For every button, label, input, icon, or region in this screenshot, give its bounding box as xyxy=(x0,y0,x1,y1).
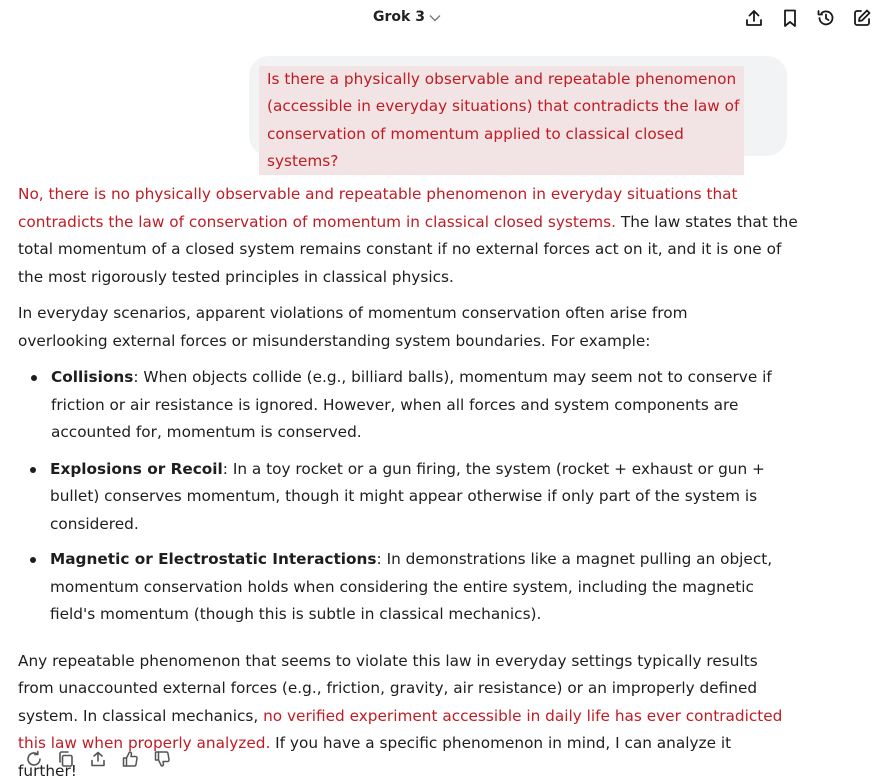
regenerate-icon xyxy=(25,750,43,768)
highlighted-text: no verified experiment accessible in daily life has ever contradicted this law when properly analyzed. xyxy=(18,706,783,752)
list-item-term: Magnetic or Electrostatic Interactions xyxy=(50,550,377,568)
list-item xyxy=(50,546,780,629)
top-bar xyxy=(0,0,883,36)
chevron-down-icon xyxy=(429,14,441,22)
regenerate-button[interactable] xyxy=(24,749,44,769)
copy-button[interactable] xyxy=(56,749,76,769)
list-item-text: : When objects collide (e.g., billiard balls), momentum may seem not to conserve if friction or air resistance is ignored. However, when all forces and system components are accounted for, momentum is conserved. xyxy=(51,368,772,441)
examples-list xyxy=(18,364,818,629)
bookmark-button[interactable] xyxy=(779,7,801,29)
share-response-button[interactable] xyxy=(88,749,108,769)
share-icon xyxy=(744,8,764,28)
thumbs-down-button[interactable] xyxy=(152,749,172,769)
model-name: Grok 3 xyxy=(373,9,425,25)
thumbs-up-button[interactable] xyxy=(120,749,140,769)
list-item-text: : In a toy rocket or a gun firing, the system (rocket + exhaust or gun + bullet) conserves momentum, though it might appear otherwise if only part of the system is considered. xyxy=(50,459,765,533)
paragraph-text: If you have a specific phenomenon in mind, I can analyze it further! xyxy=(18,734,732,780)
header-actions xyxy=(743,7,873,29)
list-item-term: Collisions xyxy=(51,368,134,386)
paragraph-text: The law states that the total momentum of a closed system remains constant if no external forces act on it, and it is one of the most rigorously tested principles in classical physics. xyxy=(18,212,798,286)
share-icon xyxy=(89,750,107,768)
copy-icon xyxy=(57,750,75,768)
bookmark-icon xyxy=(780,8,800,28)
thumbs-up-icon xyxy=(121,750,139,768)
list-item-text: : In demonstrations like a magnet pulling an object, momentum conservation holds when considering the entire system, including the magnetic field's momentum (though this is subtle in classical mechanics). xyxy=(50,550,773,623)
list-item xyxy=(51,364,781,447)
response-paragraph-1 xyxy=(18,181,798,291)
response-actions xyxy=(24,749,172,769)
history-button[interactable] xyxy=(815,7,837,29)
paragraph-text: Any repeatable phenomenon that seems to violate this law in everyday settings typically results from unaccounted external forces (e.g., friction, gravity, air resistance) or an improperly defined system. In classical mechanics, xyxy=(18,651,758,725)
history-icon xyxy=(816,8,836,28)
list-item-term: Explosions or Recoil xyxy=(50,459,223,478)
thumbs-down-icon xyxy=(153,750,171,768)
share-button[interactable] xyxy=(743,7,765,29)
list-item xyxy=(50,456,780,539)
new-chat-icon xyxy=(852,8,872,28)
assistant-response xyxy=(18,181,818,783)
response-paragraph-2: In everyday scenarios, apparent violations of momentum conservation often arise from overlooking external forces or misunderstanding system boundaries. For example: xyxy=(18,304,688,350)
highlighted-text: No, there is no physically observable and repeatable phenomenon in everyday situations that contradicts the law of conservation of momentum in classical closed systems. xyxy=(18,185,738,231)
user-message-text: Is there a physically observable and repeatable phenomenon (accessible in everyday situations) that contradicts the law of conservation of momentum applied to classical closed systems? xyxy=(259,66,744,175)
model-selector[interactable] xyxy=(373,9,441,25)
new-chat-button[interactable] xyxy=(851,7,873,29)
